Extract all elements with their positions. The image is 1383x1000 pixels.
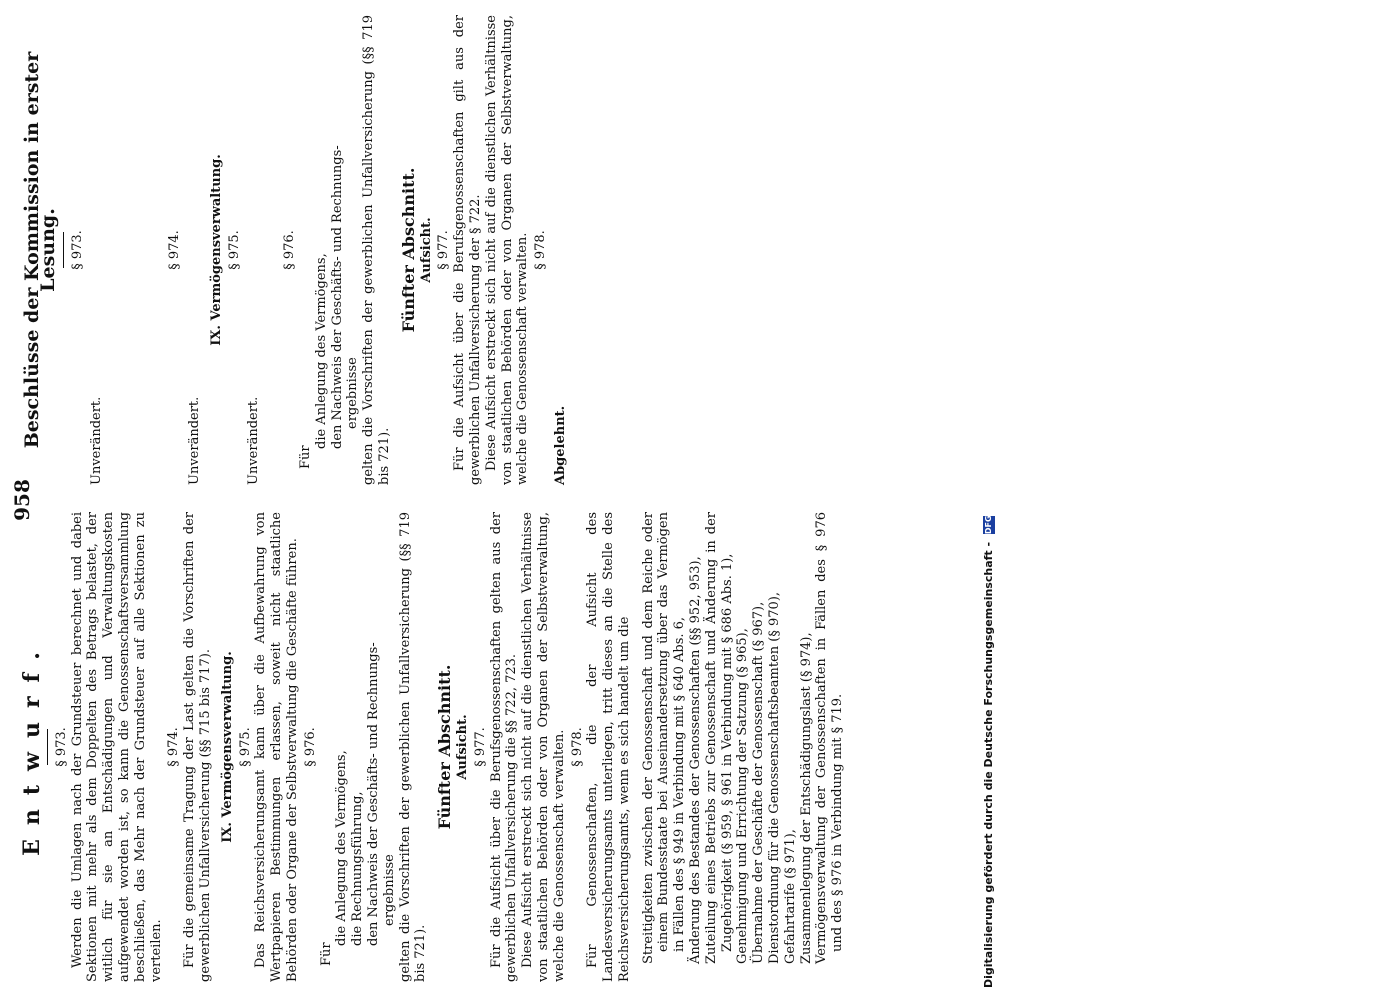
- section-text: Diese Aufsicht erstreckt sich nicht auf die dienstlichen Verhältnisse von staatlichen Behörden oder von Organen der Selbstverwaltung, welche die Genossenschaft verwalten.: [520, 512, 567, 982]
- list-item: den Nachweis der Geschäfts- und Rechnungs-: [329, 145, 345, 449]
- list-item: Dienstordnung für die Genossenschaftsbeamten (§ 970),: [767, 591, 783, 964]
- list-item-continuation: ergebnisse: [345, 357, 361, 429]
- section-status: Unverändert.: [246, 396, 262, 485]
- chapter-title: IX. Vermögensverwaltung.: [219, 651, 235, 843]
- draft-heading: Entwurf.: [19, 638, 45, 856]
- commission-column: [21, 15, 569, 485]
- section-number: § 974.: [167, 230, 183, 270]
- list-item: Gefahrtarife (§ 971),: [782, 829, 798, 964]
- list-item: den Nachweis der Geschäfts- und Rechnungs-: [365, 642, 381, 946]
- heading-rule: [47, 729, 48, 765]
- section-text: gelten die Vorschriften der gewerblichen Unfallversicherung (§§ 719 bis 721).: [397, 512, 429, 982]
- section-text: Das Reichsversicherungsamt kann über die Aufbewahrung von Wertpapieren Bestimmungen erlassen, soweit nicht staatliche Behörden oder Organe der Selbstverwaltung die Geschäfte führen.: [253, 512, 300, 982]
- section-number: § 977.: [436, 230, 452, 270]
- section-text: gelten die Vorschriften der gewerblichen Unfallversicherung (§§ 719 bis 721).: [361, 15, 392, 485]
- part-title: Fünfter Abschnitt.: [435, 664, 455, 830]
- section-number: § 978.: [569, 727, 585, 767]
- commission-heading: Beschlüsse der Kommission in erster Lesung.: [21, 51, 59, 449]
- section-status: Unverändert.: [89, 396, 105, 485]
- section-number: § 975.: [226, 230, 242, 270]
- section-status: Unverändert.: [186, 396, 202, 485]
- footer-line: [982, 8, 995, 988]
- chapter-title: IX. Vermögensverwaltung.: [208, 154, 224, 346]
- section-number: § 973.: [69, 230, 85, 270]
- section-text: Für die gemeinsame Tragung der Last gelten die Vorschriften der gewerblichen Unfallversicherung (§§ 715 bis 717).: [182, 512, 213, 982]
- part-subtitle: Aufsicht.: [454, 714, 470, 780]
- section-text: Für Genossenschaften, die der Aufsicht des Landesversicherungsamts unterliegen, tritt dieses an die Stelle des Reichsversicherungsamts, wenn es sich handelt um die: [585, 512, 632, 982]
- list-item: Zuteilung eines Betriebs zur Genossenschaft und Änderung in der Zugehörigkeit (§ 959, § 961 in Verbindung mit § 686 Abs. 1),: [703, 512, 735, 964]
- section-status: Abgelehnt.: [552, 405, 568, 485]
- section-number: § 976.: [302, 727, 318, 767]
- part-subtitle: Aufsicht.: [418, 217, 434, 283]
- section-number: § 974.: [166, 727, 182, 767]
- list-item: Genehmigung und Errichtung der Satzung (§ 965),: [735, 628, 751, 964]
- list-intro: Für: [318, 942, 334, 966]
- part-title: Fünfter Abschnitt.: [398, 167, 418, 333]
- section-text: Für die Aufsicht über die Berufsgenossenschaften gilt aus der gewerblichen Unfallversicherung der § 722.: [452, 15, 483, 485]
- section-number: § 973.: [53, 727, 69, 767]
- draft-column: [19, 512, 846, 982]
- page-number: 958: [10, 479, 34, 521]
- list-intro: Für: [297, 445, 313, 469]
- list-item: Streitigkeiten zwischen der Genossenschaft und dem Reiche oder einem Bundesstaate bei Auseinandersetzung über das Vermögen in Fällen des § 949 in Verbindung mit § 640 Abs. 6,: [640, 512, 688, 964]
- section-text: Diese Aufsicht erstreckt sich nicht auf die dienstlichen Verhältnisse von staatlichen Behörden oder von Organen der Selbstverwaltung, welche die Genossenschaft verwalten.: [483, 15, 531, 485]
- list-item: Änderung des Bestandes der Genossenschaften (§§ 952, 953),: [688, 556, 704, 964]
- section-number: § 976.: [282, 230, 298, 270]
- list-item: Zusammenlegung der Entschädigungslast (§ 974),: [798, 632, 814, 964]
- list-item: Vermögensverwaltung der Genossenschaften in Fällen des § 976 und des § 976 in Verbindung mit § 719.: [814, 512, 846, 964]
- section-text: Werden die Umlagen nach der Grundsteuer berechnet und dabei Sektionen mit mehr als dem Doppelten des Betrags belastet, der witlich für sie an Entschädigungen und Verwaltungskosten aufgewendet worden ist, so kann die Genossenschaftsversammlung beschließen, das Mehr nach der Grundsteuer auf alle Sektionen zu verteilen.: [69, 512, 164, 982]
- section-text: Für die Aufsicht über die Berufsgenossenschaften gelten aus der gewerblichen Unfallversicherung die §§ 722, 723.: [488, 512, 520, 982]
- footer-credit: Digitalisierung gefördert durch die Deutsche Forschungsgemeinschaft -: [982, 541, 995, 988]
- list-item: die Anlegung des Vermögens,: [313, 253, 329, 449]
- list-item: die Anlegung des Vermögens,: [334, 750, 350, 946]
- list-item: Übernahme der Geschäfte der Genossenschaft (§ 967),: [751, 601, 767, 964]
- list-item: die Rechnungsführung,: [350, 791, 366, 946]
- list-item-continuation: ergebnisse: [381, 854, 397, 926]
- heading-rule: [63, 232, 64, 268]
- section-number: § 975.: [237, 727, 253, 767]
- dfg-logo: DFG: [984, 515, 993, 535]
- section-number: § 978.: [533, 230, 549, 270]
- section-number: § 977.: [472, 727, 488, 767]
